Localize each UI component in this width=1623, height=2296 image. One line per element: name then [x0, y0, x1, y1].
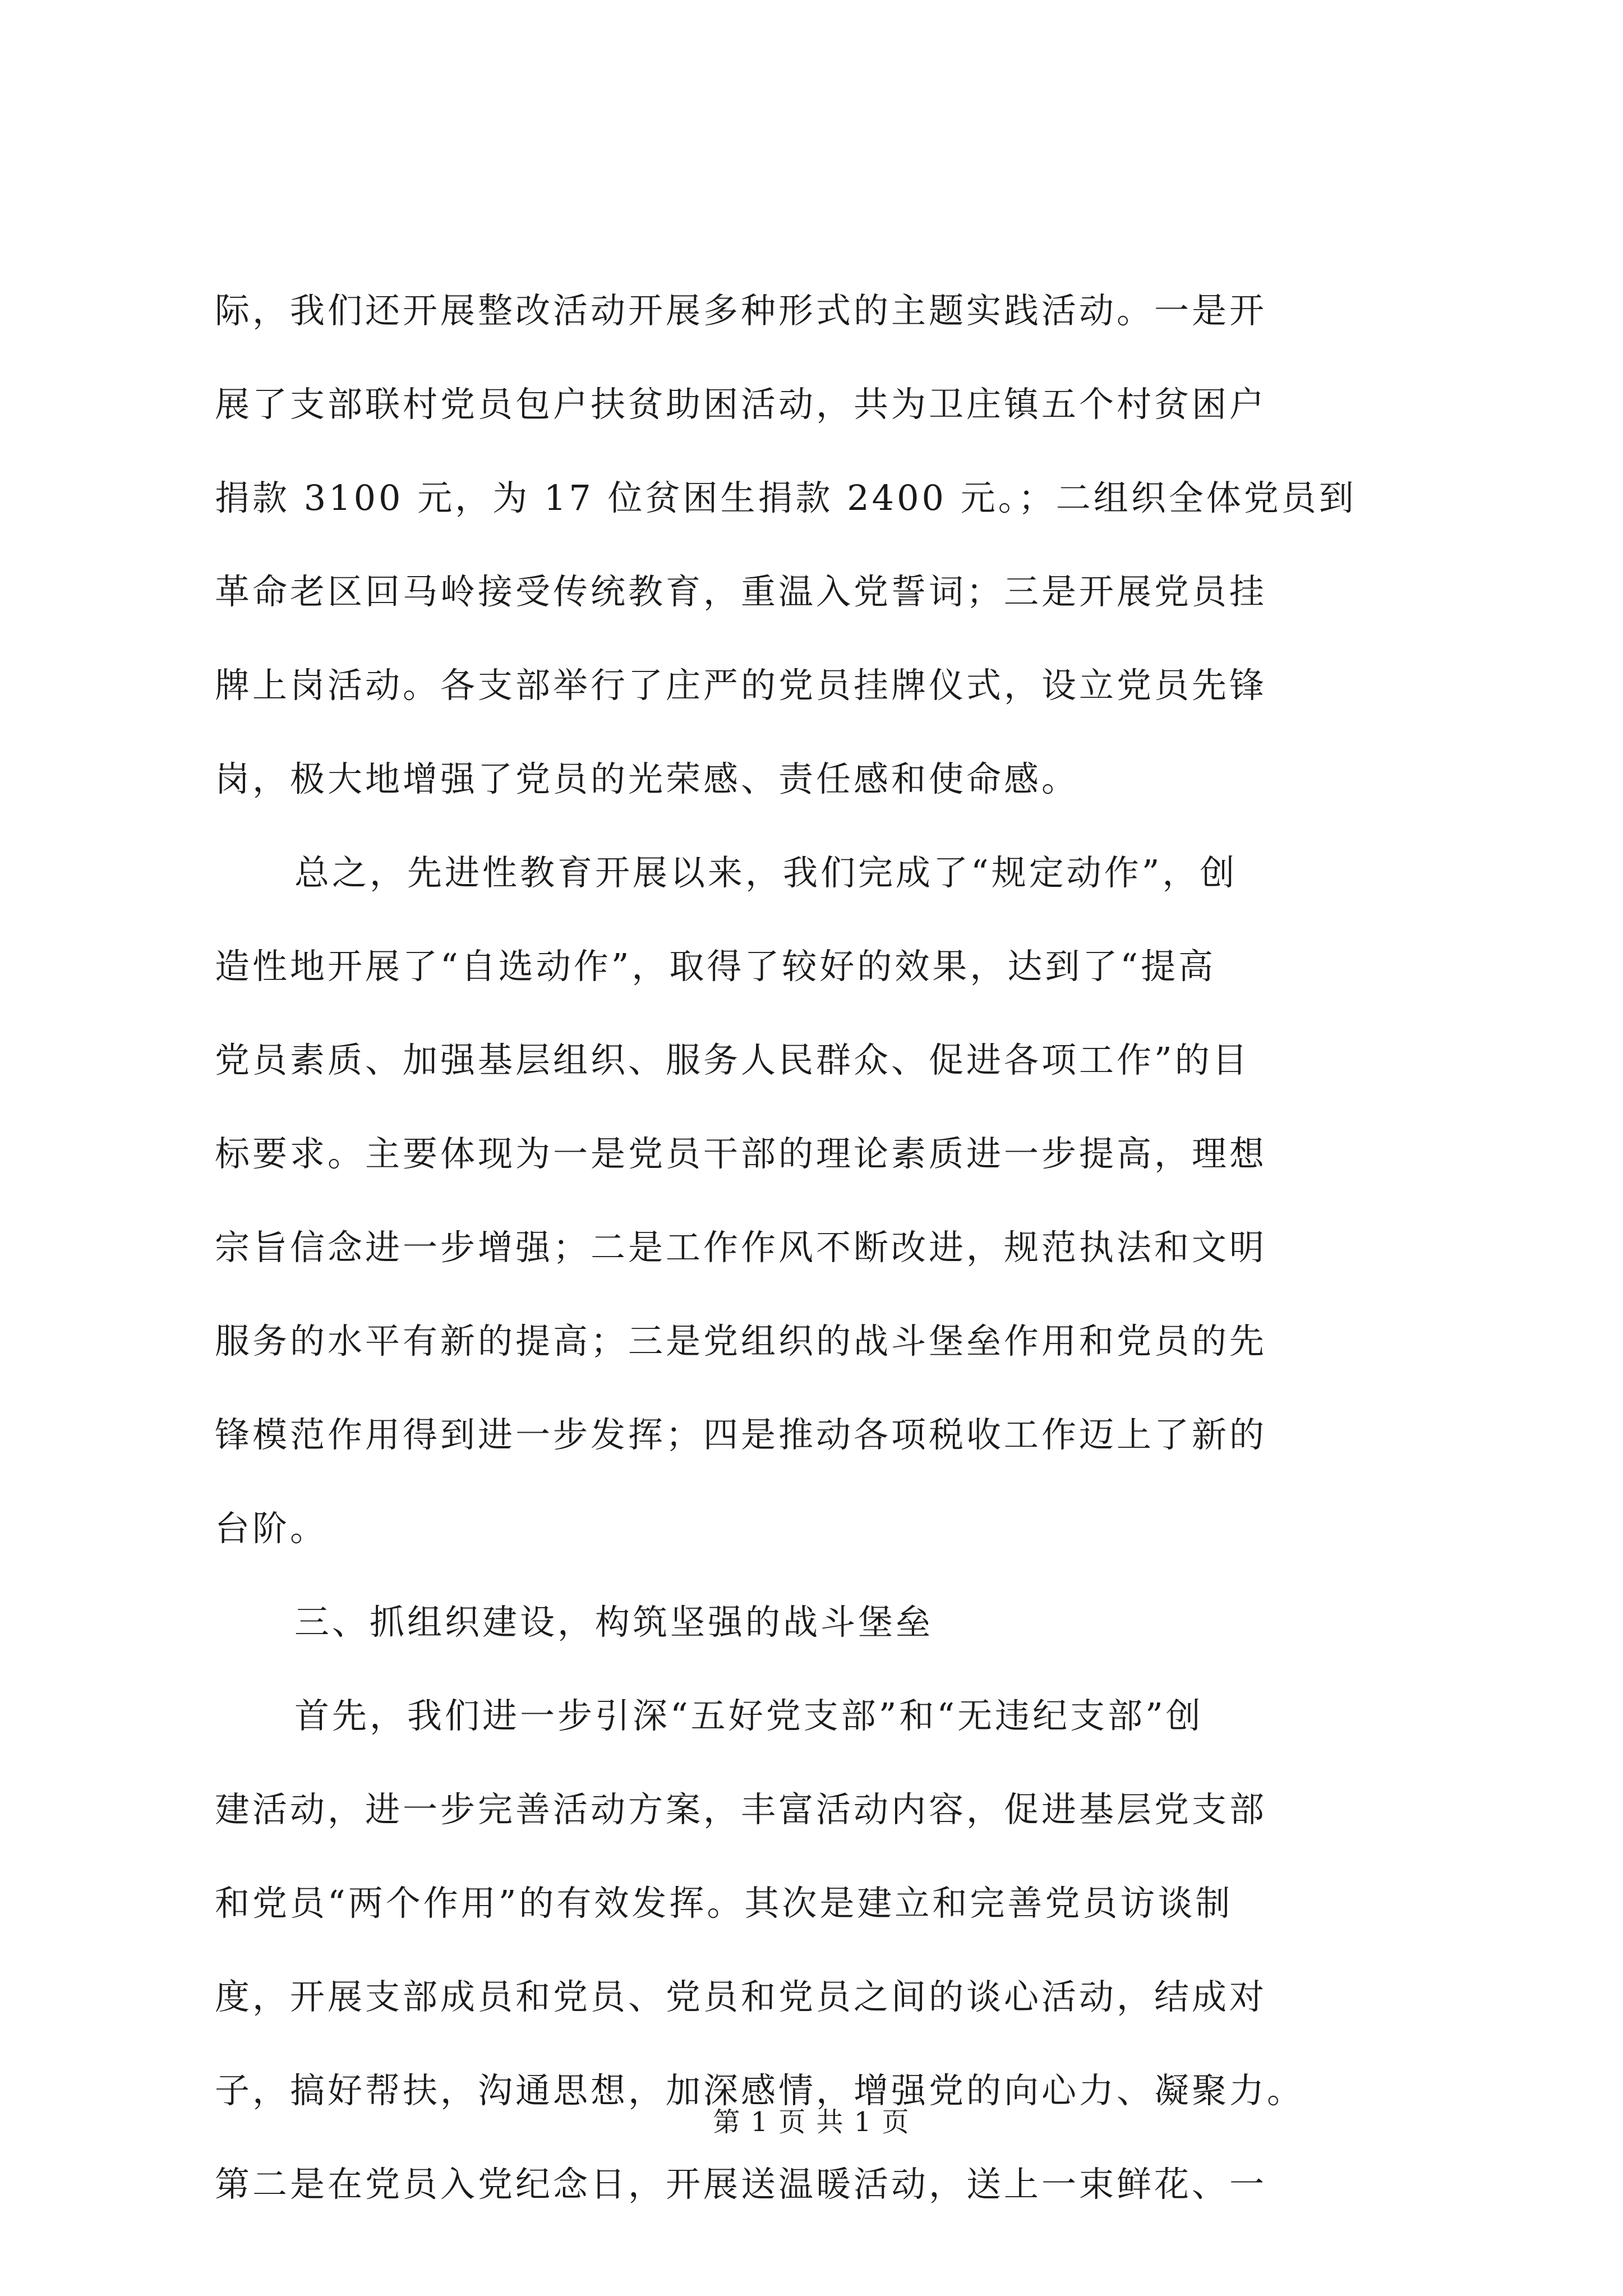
text-line: 总之，先进性教育开展以来，我们完成了“规定动作”，创 — [294, 852, 1238, 893]
paragraph-2 — [215, 826, 1412, 1575]
text-line: 首先，我们进一步引深“五好党支部”和“无违纪支部”创 — [294, 1695, 1204, 1736]
text-line: 宗旨信念进一步增强；二是工作作风不断改进，规范执法和文明 — [215, 1227, 1267, 1268]
page-footer: 第 1 页 共 1 页 — [713, 2106, 910, 2138]
text-line: 度，开展支部成员和党员、党员和党员之间的谈心活动，结成对 — [215, 1976, 1267, 2017]
text-line: 党员素质、加强基层组织、服务人民群众、促进各项工作”的目 — [215, 1039, 1250, 1080]
text-line: 台阶。 — [215, 1508, 328, 1549]
text-line: 展了支部联村党员包户扶贫助困活动，共为卫庄镇五个村贫困户 — [215, 384, 1267, 425]
text-line: 锋模范作用得到进一步发挥；四是推动各项税收工作迈上了新的 — [215, 1414, 1267, 1455]
text-line: 子，搞好帮扶，沟通思想，加深感情，增强党的向心力、凝聚力。 — [215, 2070, 1305, 2111]
paragraph-1 — [215, 264, 1412, 826]
document-body — [215, 264, 1412, 2231]
text-line: 第二是在党员入党纪念日，开展送温暖活动，送上一束鲜花、一 — [215, 2164, 1267, 2205]
section-heading — [215, 1575, 1412, 1669]
section-heading-text: 三、抓组织建设，构筑坚强的战斗堡垒 — [294, 1602, 934, 1642]
text-line: 服务的水平有新的提高；三是党组织的战斗堡垒作用和党员的先 — [215, 1320, 1267, 1361]
text-line: 革命老区回马岭接受传统教育，重温入党誓词；三是开展党员挂 — [215, 571, 1267, 612]
text-line: 建活动，进一步完善活动方案，丰富活动内容，促进基层党支部 — [215, 1789, 1267, 1830]
text-line: 岗，极大地增强了党员的光荣感、责任感和使命感。 — [215, 758, 1080, 799]
paragraph-3 — [215, 1669, 1412, 2231]
text-line: 标要求。主要体现为一是党员干部的理论素质进一步提高，理想 — [215, 1133, 1267, 1174]
text-line: 牌上岗活动。各支部举行了庄严的党员挂牌仪式，设立党员先锋 — [215, 665, 1267, 706]
text-line: 和党员“两个作用”的有效发挥。其次是建立和完善党员访谈制 — [215, 1883, 1233, 1924]
text-line: 捐款 3100 元，为 17 位贫困生捐款 2400 元。；二组织全体党员到 — [215, 477, 1357, 518]
text-line: 际，我们还开展整改活动开展多种形式的主题实践活动。一是开 — [215, 290, 1267, 331]
text-line: 造性地开展了“自选动作”，取得了较好的效果，达到了“提高 — [215, 946, 1216, 987]
